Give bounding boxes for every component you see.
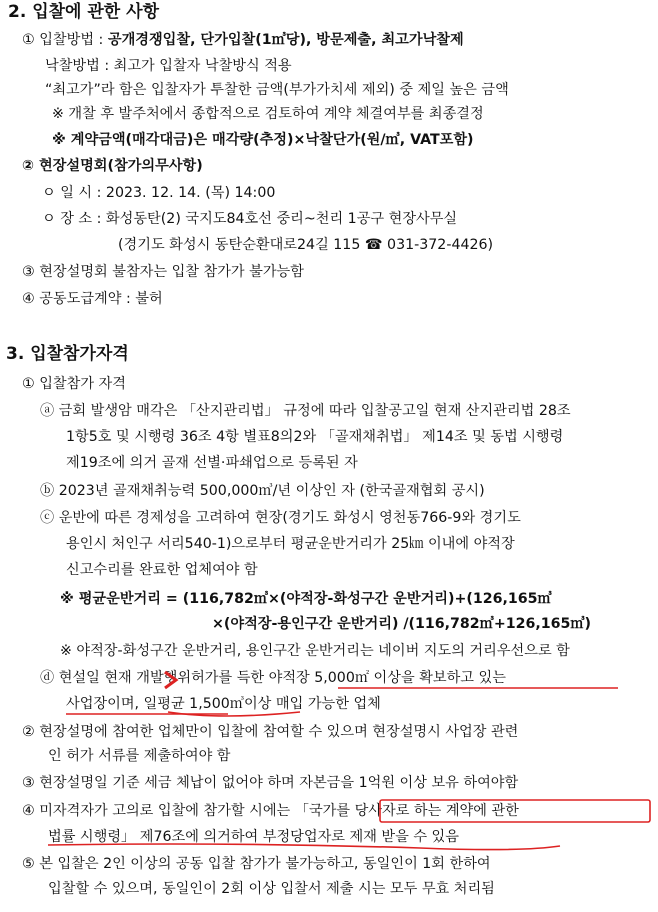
single-bid-line1: ⑤ 본 입찰은 2인 이상의 공동 입찰 참가가 불가능하고, 동일인이 1회 한하여 (22, 856, 491, 872)
avg-distance-formula-line2: ×(야적장-용인구간 운반거리) /(116,782㎥+126,165㎥) (212, 616, 592, 632)
sanction-line2: 법률 시행령」 제76조에 의거하여 부정당업자로 제재 받을 수 있음 (48, 829, 459, 845)
absentee-rule: ③ 현장설명회 불참자는 입찰 참가가 불가능함 (22, 264, 304, 280)
section-2-heading: 2. 입찰에 관한 사항 (8, 2, 159, 22)
sanction-line1: ④ 미자격자가 고의로 입찰에 참가할 시에는 「국가를 당사자로 하는 계약에 관한 (22, 803, 519, 819)
qual-d-line2: 사업장이며, 일평균 1,500㎥이상 매입 가능한 업체 (66, 696, 381, 712)
briefing-place: ㅇ 장 소 : 화성동탄(2) 국지도84호선 중리~천리 1공구 현장사무실 (42, 211, 458, 227)
briefing-date: ㅇ 일 시 : 2023. 12. 14. (목) 14:00 (42, 185, 276, 201)
tax-capital-requirement: ③ 현장설명일 기준 세금 체납이 없어야 하며 자본금을 1억원 이상 보유 하여야함 (22, 775, 519, 791)
joint-contract-rule: ④ 공동도급계약 : 불허 (22, 291, 163, 307)
briefing-participation-line1: ② 현장설명에 참여한 업체만이 입찰에 참여할 수 있으며 현장설명시 사업장 관련 (22, 724, 519, 740)
avg-distance-formula-line1: ※ 평균운반거리 = (116,782㎥×(야적장-화성구간 운반거리)+(126,165㎥ (60, 591, 552, 607)
qual-b-line1: ⓑ 2023년 골재채취능력 500,000㎥/년 이상인 자 (한국골재협회 공시) (40, 483, 485, 499)
qual-c-line2: 용인시 처인구 서리540-1)으로부터 평균운반거리가 25㎞ 이내에 야적장 (66, 536, 515, 552)
briefing-address: (경기도 화성시 동탄순환대로24길 115 ☎ 031-372-4426) (118, 237, 494, 253)
distance-measurement-note: ※ 야적장-화성구간 운반거리, 용인구간 운반거리는 네이버 지도의 거리우선으로 함 (60, 643, 570, 659)
award-method: 낙찰방법 : 최고가 입찰자 낙찰방식 적용 (45, 58, 292, 74)
highest-price-definition: “최고가”라 함은 입찰자가 투찰한 금액(부가가치세 제외) 중 제일 높은 금액 (45, 82, 509, 98)
bid-method-line (22, 30, 464, 50)
qual-a-line1: ⓐ 금회 발생암 매각은 「산지관리법」 규정에 따라 입찰공고일 현재 산지관리법 28조 (40, 403, 571, 419)
bid-method-label: ① 입찰방법 : (22, 32, 108, 48)
qualification-item: ① 입찰참가 자격 (22, 376, 126, 392)
qual-c-line1: ⓒ 운반에 따른 경제성을 고려하여 현장(경기도 화성시 영천동766-9와 경기도 (40, 510, 521, 526)
contract-amount-note: ※ 계약금액(매각대금)은 매각량(추정)×낙찰단가(원/㎥, VAT포함) (52, 132, 474, 148)
qual-d-line1: ⓓ 현설일 현재 개발행위허가를 득한 야적장 5,000㎡ 이상을 확보하고 있는 (40, 670, 506, 686)
briefing-participation-line2: 인 허가 서류를 제출하여야 함 (48, 748, 231, 764)
qual-c-line3: 신고수리를 완료한 업체여야 함 (66, 562, 258, 578)
qual-a-line2: 1항5호 및 시행령 36조 4항 별표8의2와 「골재채취법」 제14조 및 동법 시행령 (66, 429, 564, 445)
site-briefing-item: ② 현장설명회(참가의무사항) (22, 158, 203, 174)
single-bid-line2: 입찰할 수 있으며, 동일인이 2회 이상 입찰서 제출 시는 모두 무효 처리됨 (48, 881, 495, 897)
bid-method-value: 공개경쟁입찰, 단가입찰(1㎥당), 방문제출, 최고가낙찰제 (107, 32, 464, 48)
section-3-heading: 3. 입찰참가자격 (6, 344, 129, 364)
qual-a-line3: 제19조에 의거 골재 선별·파쇄업으로 등록된 자 (66, 455, 358, 471)
contract-decision-note: ※ 개찰 후 발주처에서 종합적으로 검토하여 계약 체결여부를 최종결정 (52, 106, 484, 122)
